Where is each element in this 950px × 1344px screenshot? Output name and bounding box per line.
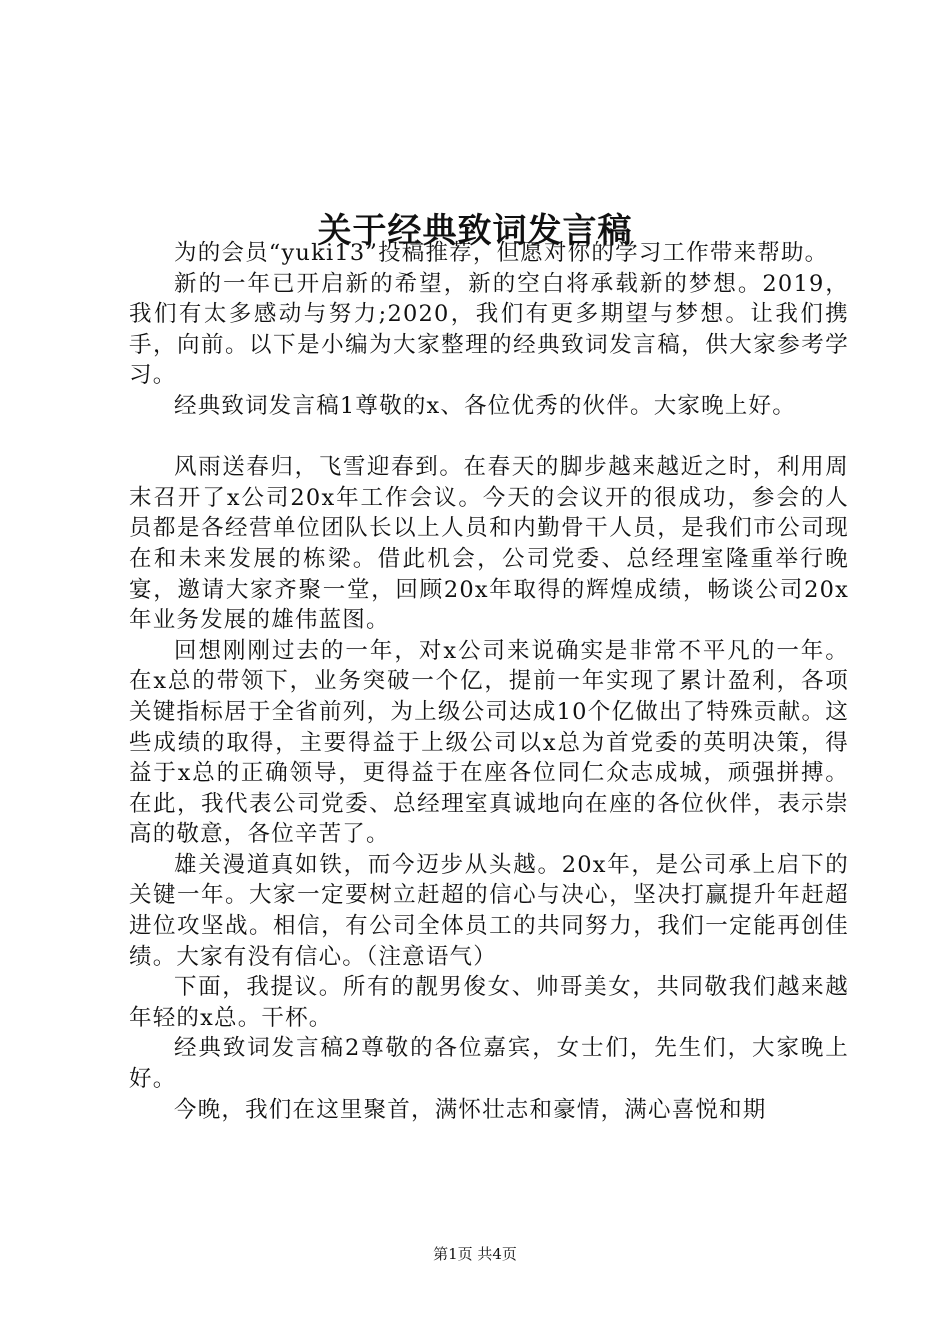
paragraph-toast: 下面，我提议。所有的靓男俊女、帅哥美女，共同敬我们越来越年轻的x总。干杯。 xyxy=(129,974,849,1031)
paragraph-new-year: 新的一年已开启新的希望，新的空白将承载新的梦想。2019，我们有太多感动与努力;2020，我们有更多期望与梦想。让我们携手，向前。以下是小编为大家整理的经典致词发言稿，供大家参考学习。 xyxy=(129,270,849,389)
paragraph-intro: 为的会员“yuki13”投稿推荐，但愿对你的学习工作带来帮助。 xyxy=(174,240,829,266)
document-body xyxy=(129,238,849,1125)
document-title: 关于经典致词发言稿 xyxy=(317,210,633,251)
paragraph-tonight: 今晚，我们在这里聚首，满怀壮志和豪情，满心喜悦和期 xyxy=(174,1096,767,1123)
paragraph-spring: 风雨送春归，飞雪迎春到。在春天的脚步越来越近之时，利用周末召开了x公司20x年工作会议。今天的会议开的很成功，参会的人员都是各经营单位团队长以上人员和内勤骨干人员，是我们市公司现在和未来发展的栋梁。借此机会，公司党委、总经理室隆重举行晚宴，邀请大家齐聚一堂，回顾20x年取得的辉煌成绩，畅谈公司20x年业务发展的雄伟蓝图。 xyxy=(129,454,849,634)
paragraph-confidence: 雄关漫道真如铁，而今迈步从头越。20x年，是公司承上启下的关键一年。大家一定要树立赶超的信心与决心，坚决打赢提升年赶超进位攻坚战。相信，有公司全体员工的共同努力，我们一定能再创佳绩。大家有没有信心。（注意语气） xyxy=(129,851,849,970)
page-indicator: 第1页 共4页 xyxy=(433,1245,517,1263)
paragraph-speech-1-greeting: 经典致词发言稿1尊敬的x、各位优秀的伙伴。大家晚上好。 xyxy=(174,392,796,419)
paragraph-review: 回想刚刚过去的一年，对x公司来说确实是非常不平凡的一年。在x总的带领下，业务突破一个亿，提前一年实现了累计盈利，各项关键指标居于全省前列，为上级公司达成10个亿做出了特殊贡献。这些成绩的取得，主要得益于上级公司以x总为首党委的英明决策，得益于x总的正确领导，更得益于在座各位同仁众志成城，顽强拼搏。在此，我代表公司党委、总经理室真诚地向在座的各位伙伴，表示崇高的敬意，各位辛苦了。 xyxy=(129,637,849,848)
paragraph-speech-2-greeting: 经典致词发言稿2尊敬的各位嘉宾，女士们，先生们，大家晚上好。 xyxy=(129,1035,849,1093)
